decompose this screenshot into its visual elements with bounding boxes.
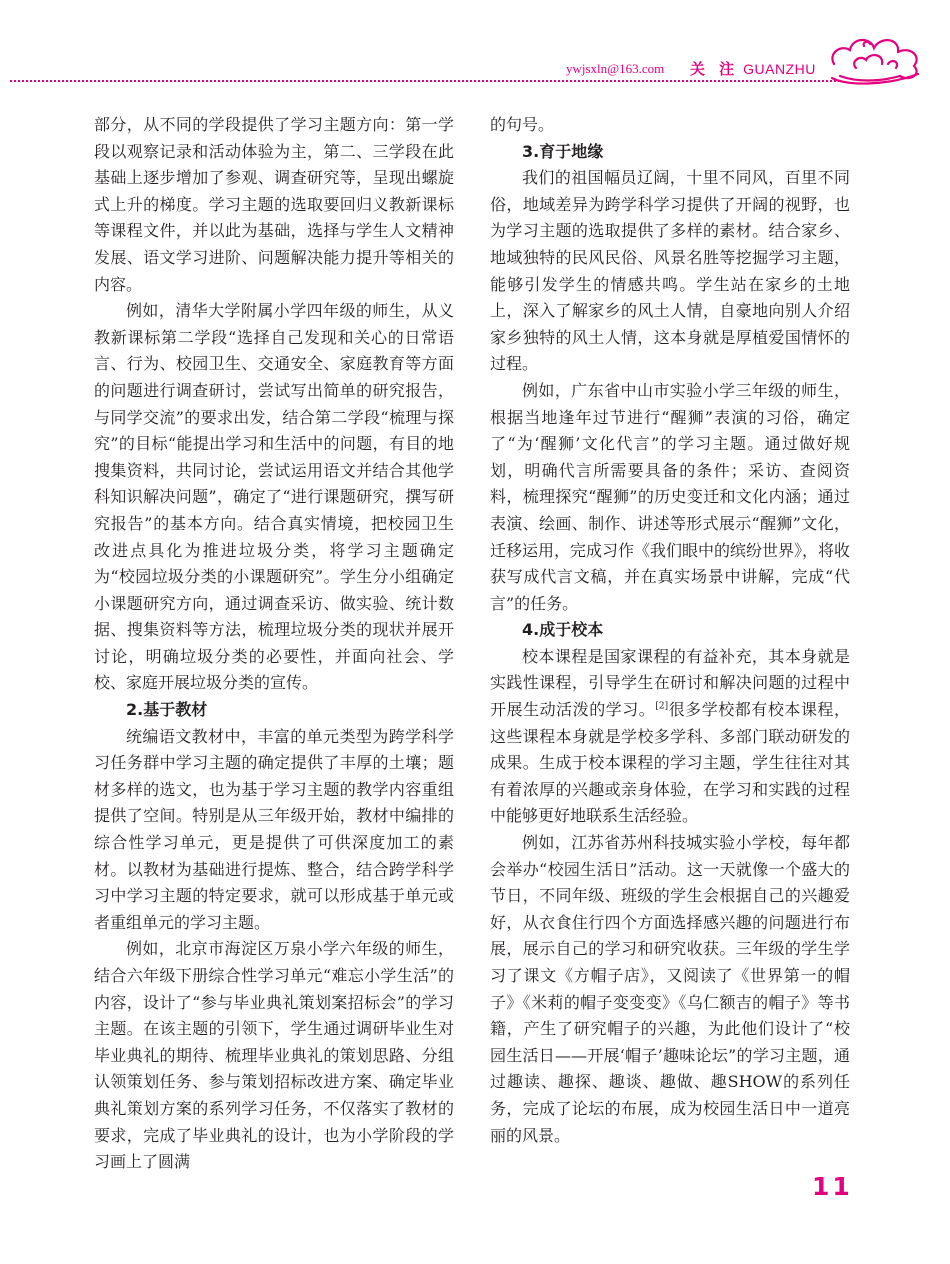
section-label-en: GUANZHU	[743, 61, 816, 77]
citation-ref[interactable]: [2]	[655, 701, 669, 712]
paragraph: 例如，北京市海淀区万泉小学六年级的师生，结合六年级下册综合性学习单元“难忘小学生活”的内容，设计了“参与毕业典礼策划案招标会”的学习主题。在该主题的引领下，学生通过调研毕业生对毕业典礼的期待、梳理毕业典礼的策划思路、分组认领策划任务、参与策划招标改进方案、确定毕业典礼策划方案的系列学习任务，不仅落实了教材的要求，完成了毕业典礼的设计，也为小学阶段的学习画上了圆满	[94, 939, 454, 1172]
section-label	[690, 58, 816, 79]
left-column	[94, 112, 454, 1176]
paragraph-text: 很多学校都有校本课程，这些课程本身就是学校多学科、多部门联动研发的成果。生成于校本课程的学习主题，学生往往对其有着浓厚的兴趣或亲身体验，在学习和实践的过程中能够更好地联系生活经验。	[490, 700, 850, 826]
paragraph	[490, 644, 850, 830]
page-number: 11	[812, 1172, 853, 1201]
paragraph: 例如，江苏省苏州科技城实验小学校，每年都会举办“校园生活日”活动。这一天就像一个盛大的节日，不同年级、班级的学生会根据自己的兴趣爱好，从衣食住行四个方面选择感兴趣的问题进行布展，展示自己的学习和研究收获。三年级的学生学习了课文《方帽子店》，又阅读了《世界第一的帽子》《米莉的帽子变变变》《乌仁额吉的帽子》等书籍，产生了研究帽子的兴趣，为此他们设计了“校园生活日——开展‘帽子’趣味论坛”的学习主题，通过趣读、趣探、趣谈、趣做、趣SHOW的系列任务，完成了论坛的布展，成为校园生活日中一道亮丽的风景。	[490, 833, 850, 1145]
paragraph: 统编语文教材中，丰富的单元类型为跨学科学习任务群中学习主题的确定提供了丰厚的土壤；题材多样的选文，也为基于学习主题的教学内容重组提供了空间。特别是从三年级开始，教材中编排的综合性学习单元，更是提供了可供深度加工的素材。以教材为基础进行提炼、整合，结合跨学科学习中学习主题的特定要求，就可以形成基于单元或者重组单元的学习主题。	[94, 726, 454, 932]
section-heading: 3.育于地缘	[522, 141, 604, 161]
paragraph: 例如，广东省中山市实验小学三年级的师生，根据当地逢年过节进行“醒狮”表演的习俗，确定了“为‘醒狮’文化代言”的学习主题。通过做好规划，明确代言所需要具备的条件；采访、查阅资料，梳理探究“醒狮”的历史变迁和文化内涵；通过表演、绘画、制作、讲述等形式展示“醒狮”文化，迁移运用，完成习作《我们眼中的缤纷世界》，将收获写成代言文稿，并在真实场景中讲解，完成“代言”的任务。	[490, 380, 851, 613]
paragraph: 我们的祖国幅员辽阔，十里不同风，百里不同俗，地域差异为跨学科学习提供了开阔的视野，也为学习主题的选取提供了多样的素材。结合家乡、地域独特的民风民俗、风景名胜等挖掘学习主题，能够引发学生的情感共鸣。学生站在家乡的土地上，深入了解家乡的风土人情，自豪地向别人介绍家乡独特的风土人情，这本身就是厚植爱国情怀的过程。	[490, 168, 850, 374]
section-heading: 4.成于校本	[522, 620, 604, 640]
paragraph: 例如，清华大学附属小学四年级的师生，从义教新课标第二学段“选择自己发现和关心的日常语言、行为、校园卫生、交通安全、家庭教育等方面的问题进行调查研讨，尝试写出简单的研究报告，与同学交流”的要求出发，结合第二学段“梳理与探究”的目标“能提出学习和生活中的问题，有目的地搜集资料，共同讨论，尝试运用语文并结合其他学科知识解决问题”，确定了“进行课题研究，撰写研究报告”的基本方向。结合真实情境，把校园卫生改进点具化为推进垃圾分类，将学习主题确定为“校园垃圾分类的小课题研究”。学生分小组确定小课题研究方向，通过调查采访、做实验、统计数据、搜集资料等方法，梳理垃圾分类的现状并展开讨论，明确垃圾分类的必要性，并面向社会、学校、家庭开展垃圾分类的宣传。	[94, 301, 454, 693]
paragraph-text: 校本课程是国家课程的有益补充，其本身就是实践性课程，引导学生在研讨和解决问题的过程中开展生动活泼的学习。	[490, 646, 850, 720]
cloud-swirl-icon	[826, 24, 926, 86]
right-column	[490, 112, 850, 1149]
page-header	[0, 0, 950, 90]
section-heading: 2.基于教材	[126, 700, 208, 720]
header-dotted-rule	[10, 80, 840, 82]
section-label-cn: 关 注	[690, 61, 740, 78]
paragraph: 部分，从不同的学段提供了学习主题方向：第一学段以观察记录和活动体验为主，第二、三学段在此基础上逐步增加了参观、调查研究等，呈现出螺旋式上升的梯度。学习主题的选取要回归义教新课标等课程文件，并以此为基础，选择与学生人文精神发展、语文学习进阶、问题解决能力提升等相关的内容。	[94, 115, 454, 294]
paragraph: 的句号。	[490, 115, 555, 134]
contact-email[interactable]: ywjsxln@163.com	[566, 61, 665, 76]
